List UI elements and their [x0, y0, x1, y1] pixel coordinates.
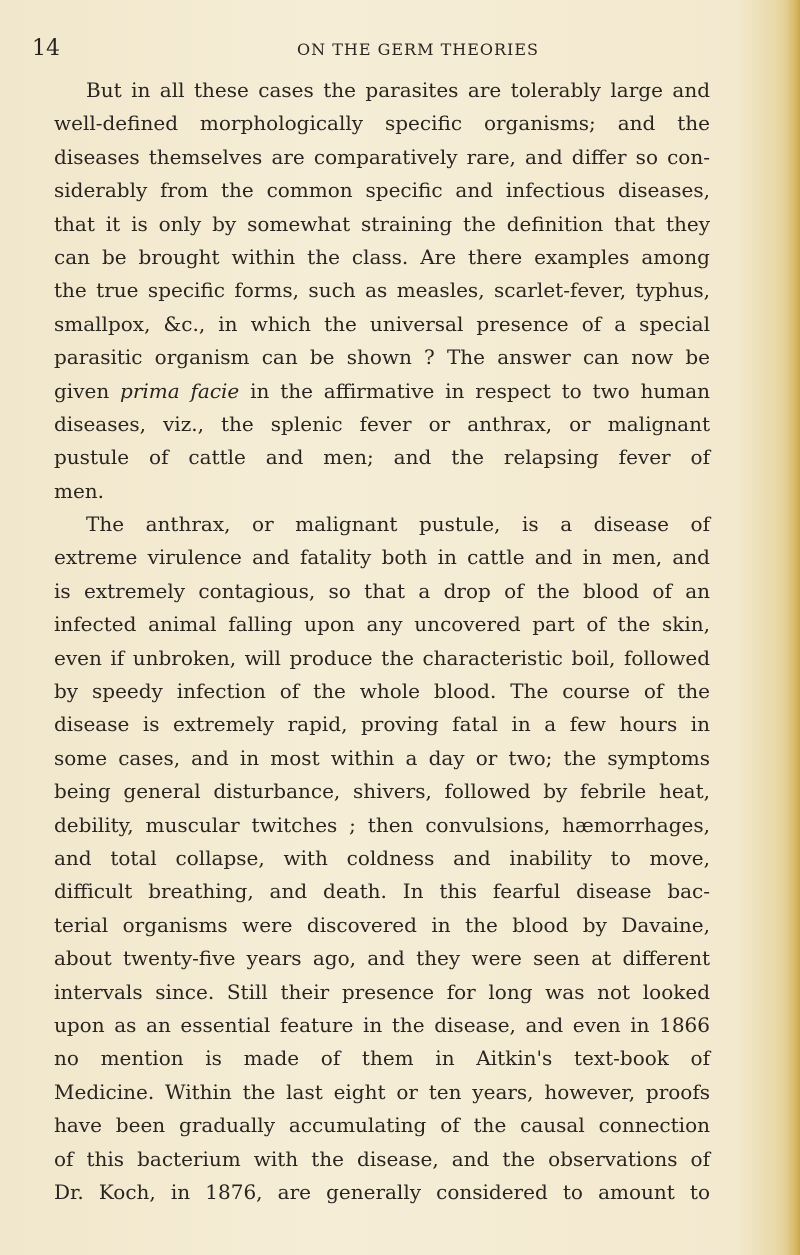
text-line: men. [54, 478, 105, 503]
text-line: upon as an essential feature in the disease, and even in 1866 [54, 1012, 710, 1037]
text-line: disease is extremely rapid, proving fatal in a few hours in [54, 712, 710, 737]
text-line: even if unbroken, will produce the characteristic boil, followed [54, 645, 710, 670]
italic-phrase: prima facie [120, 378, 240, 403]
text-line: debility, muscular twitches ; then convulsions, hæmorrhages, [54, 812, 710, 837]
text-line: can be brought within the class. Are there examples among [54, 244, 710, 269]
running-head: ON THE GERM THEORIES [297, 40, 539, 59]
text-line: have been gradually accumulating of the causal connection [54, 1113, 710, 1138]
page-number: 14 [32, 36, 60, 61]
text-line: some cases, and in most within a day or two; the symptoms [54, 745, 710, 770]
text-line: the true specific forms, such as measles, scarlet-fever, typhus, [54, 278, 710, 303]
text-line: no mention is made of them in Aitkin's text-book of [54, 1046, 710, 1071]
text-line: diseases themselves are comparatively rare, and differ so con- [54, 144, 710, 169]
text-line: Dr. Koch, in 1876, are generally considered to amount to [54, 1179, 710, 1204]
page-edge-discoloration [786, 0, 800, 1255]
text-line: diseases, viz., the splenic fever or anthrax, or malignant [54, 411, 710, 436]
text-line: pustule of cattle and men; and the relapsing fever of [54, 445, 710, 470]
page-header [28, 36, 768, 66]
text-line: Medicine. Within the last eight or ten years, however, proofs [54, 1079, 710, 1104]
text-line: siderably from the common specific and infectious diseases, [54, 178, 710, 203]
text-line: about twenty-five years ago, and they were seen at different [54, 946, 710, 971]
text-line: The anthrax, or malignant pustule, is a disease of [86, 512, 710, 537]
text-line: But in all these cases the parasites are tolerably large and [86, 78, 710, 102]
text-line: is extremely contagious, so that a drop of the blood of an [54, 578, 710, 603]
text-line: smallpox, &c., in which the universal presence of a special [54, 311, 710, 336]
text-line: infected animal falling upon any uncovered part of the skin, [54, 612, 710, 637]
text-line: that it is only by somewhat straining the definition that they [54, 211, 710, 236]
text-line: intervals since. Still their presence for long was not looked [54, 979, 710, 1004]
body-text [54, 74, 710, 1209]
text-line: of this bacterium with the disease, and the observations of [54, 1146, 710, 1171]
text-line: and total collapse, with coldness and inability to move, [54, 845, 710, 870]
text-line: difficult breathing, and death. In this fearful disease bac- [54, 879, 710, 904]
text-line [54, 375, 710, 408]
text-line: being general disturbance, shivers, followed by febrile heat, [54, 779, 710, 804]
text-fragment: given [54, 378, 110, 403]
text-line: by speedy infection of the whole blood. The course of the [54, 679, 710, 704]
text-line: extreme virulence and fatality both in cattle and in men, and [54, 545, 710, 570]
text-line: terial organisms were discovered in the blood by Davaine, [54, 912, 710, 937]
text-line: well-defined morphologically specific organisms; and the [54, 111, 710, 136]
text-line: parasitic organism can be shown ? The answer can now be [54, 345, 710, 370]
text-fragment: in the affirmative in respect to two human [250, 378, 711, 403]
